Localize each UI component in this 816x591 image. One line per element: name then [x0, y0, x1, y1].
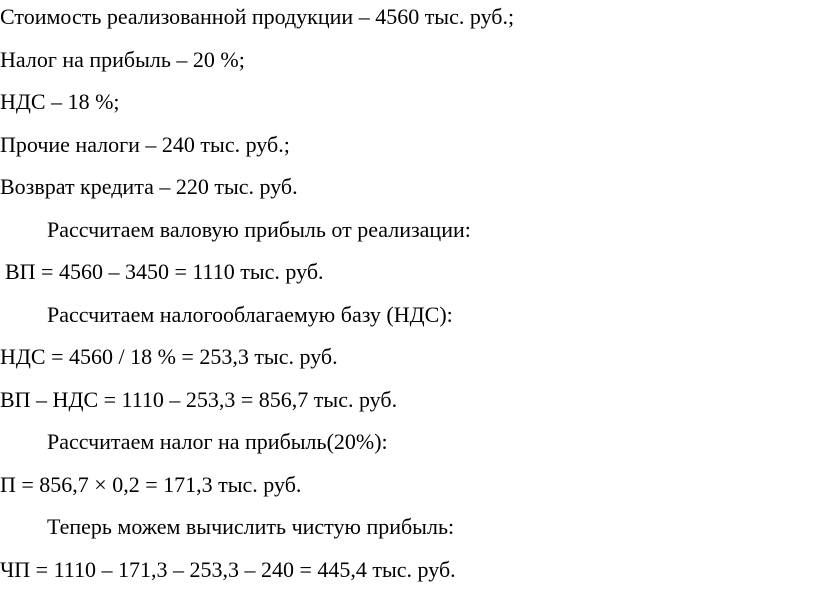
given-loan-repayment-line: Возврат кредита – 220 тыс. руб.	[0, 174, 298, 199]
given-vat-line: НДС – 18 %;	[0, 89, 120, 114]
step-tax-base-heading: Рассчитаем налогооблагаемую базу (НДС):	[47, 302, 453, 327]
vat-formula: НДС = 4560 / 18 % = 253,3 тыс. руб.	[0, 344, 338, 369]
taxable-base-formula: ВП – НДС = 1110 – 253,3 = 856,7 тыс. руб.	[0, 387, 398, 412]
net-profit-formula: ЧП = 1110 – 171,3 – 253,3 – 240 = 445,4 тыс. руб.	[0, 557, 456, 582]
profit-tax-formula: П = 856,7 × 0,2 = 171,3 тыс. руб.	[0, 472, 302, 497]
step-gross-profit-heading: Рассчитаем валовую прибыль от реализации:	[47, 217, 471, 242]
step-profit-tax-heading: Рассчитаем налог на прибыль(20%):	[47, 429, 388, 454]
given-revenue-line: Стоимость реализованной продукции – 4560 тыс. руб.;	[0, 4, 515, 29]
gross-profit-formula: ВП = 4560 – 3450 = 1110 тыс. руб.	[5, 259, 324, 284]
given-profit-tax-line: Налог на прибыль – 20 %;	[0, 47, 245, 72]
step-net-profit-heading: Теперь можем вычислить чистую прибыль:	[47, 514, 455, 539]
given-other-taxes-line: Прочие налоги – 240 тыс. руб.;	[0, 132, 290, 157]
